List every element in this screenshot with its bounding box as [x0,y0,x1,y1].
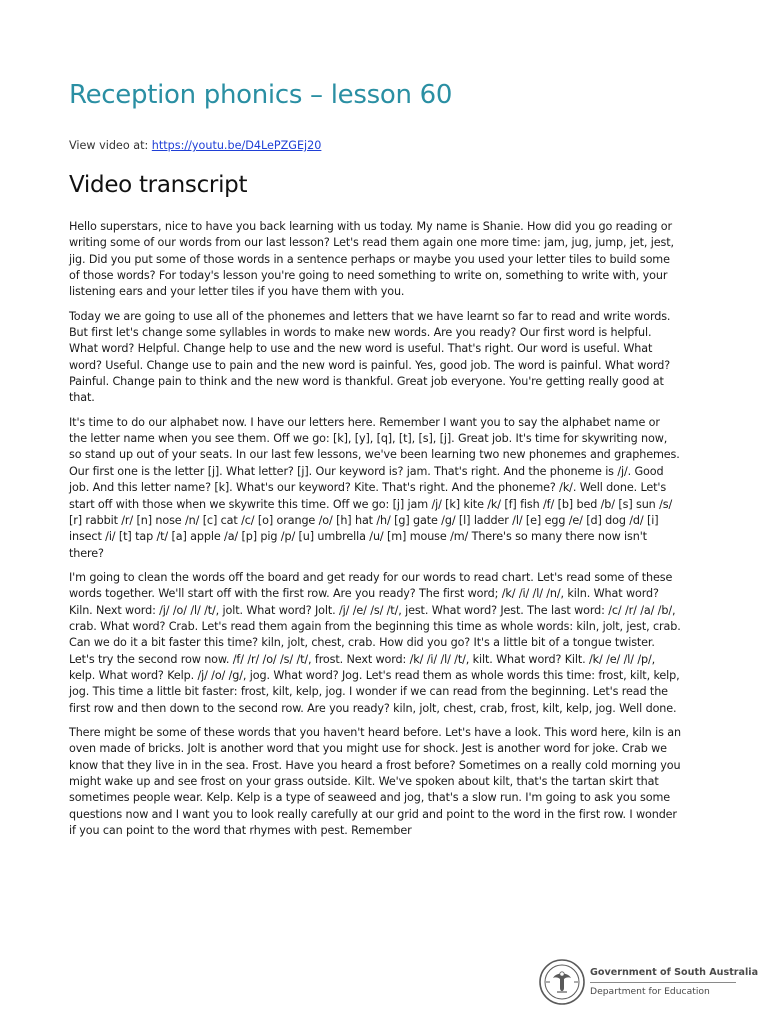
transcript-paragraph: There might be some of these words that you haven't heard before. Let's have a look. This word here, kiln is an oven made of bricks. Jolt is another word that you might use for shock. Jest is another word for joke. Crab we know that they live in in the sea. Frost. Have you heard a frost before? Sometimes on a really cold morning you might wake up and see frost on your grass outside. Kilt. We've spoken about kilt, that's the tartan skirt that sometimes people wear. Kelp. Kelp is a type of seaweed and jog, that's a slow run. I'm going to ask you some questions now and I want you to look really carefully at our grid and point to the word in the first row. I wonder if you can point to the word that rhymes with pest. Remember [69,725,681,838]
transcript-paragraph: It's time to do our alphabet now. I have our letters here. Remember I want you to say the alphabet name or the letter name when you see them. Off we go: [k], [y], [q], [t], [s], [j]. Great job. It's time for skywriting now, so stand up out of your seats. In our last few lessons, we've been learning two new phonemes and graphemes. Our first one is the letter [j]. What letter? [j]. Our keyword is? jam. That's right. And the phoneme is /j/. Good job. And this letter name? [k]. What's our keyword? Kite. That's right. And the phoneme? /k/. Well done. Let's start off with those when we skywrite this time. Off we go: [j] jam /j/ [k] kite /k/ [f] fish /f/ [b] bed /b/ [s] sun /s/ [r] rabbit /r/ [n] nose /n/ [c] cat /c/ [o] orange /o/ [h] hat /h/ [g] gate /g/ [l] ladder /l/ [e] egg /e/ [d] dog /d/ [i] insect /i/ [t] tap /t/ [a] apple /a/ [p] pig /p/ [u] umbrella /u/ [m] mouse /m/ There's so many there now isn't there? [69,415,680,560]
video-label: View video at: [69,139,152,152]
transcript-paragraph: I'm going to clean the words off the board and get ready for our words to read chart. Let's read some of these words together. We'll start off with the first row. Are you ready? The first word; /k/ /i/ /l/ /n/, kiln. What word? Kiln. Next word: /j/ /o/ /l/ /t/, jolt. What word? Jolt. /j/ /e/ /s/ /t/, jest. What word? Jest. The last word: /c/ /r/ /a/ /b/, crab. What word? Crab. Let's read them again from the beginning this time as whole words: kiln, jolt, jest, crab. Can we do it a bit faster this time? kiln, jolt, chest, crab. How did you go? It's a little bit of a tongue twister. Let's try the second row now. /f/ /r/ /o/ /s/ /t/, frost. Next word: /k/ /i/ /l/ /t/, kilt. What word? Kilt. /k/ /e/ /l/ /p/, kelp. What word? Kelp. /j/ /o/ /g/, jog. What word? Jog. Let's read them as whole words this time: frost, kilt, kelp, jog. This time a little bit faster: frost, kilt, kelp, jog. I wonder if we can read from the beginning. Let's read the first row and then down to the second row. Are you ready? kiln, jolt, chest, crab, frost, kilt, kelp, jog. Well done. [69,570,681,715]
video-link[interactable]: https://youtu.be/D4LePZGEj20 [151,139,322,152]
government-name: Government of South Australia [590,966,759,978]
department-name: Department for Education [590,985,710,997]
page-title: Reception phonics – lesson 60 [69,80,453,110]
video-link-line [69,139,321,152]
government-logo [538,958,758,1006]
transcript-body [69,219,681,847]
transcript-paragraph: Today we are going to use all of the phonemes and letters that we have learnt so far to read and write words. But first let's change some syllables in words to make new words. Are you ready? Our first word is helpful. What word? Helpful. Change help to use and the new word is useful. That's right. Our word is useful. What word? Useful. Change use to pain and the new word is painful. Yes, good job. The word is painful. What word? Painful. Change pain to think and the new word is thankful. Great job everyone. You're getting really good at that. [69,309,671,405]
government-text [590,967,758,998]
logo-divider [590,982,736,983]
crest-icon [538,958,586,1006]
section-heading: Video transcript [69,172,248,198]
transcript-paragraph: Hello superstars, nice to have you back learning with us today. My name is Shanie. How did you go reading or writing some of our words from our last lesson? Let's read them again one more time: jam, jug, jump, jet, jest, jig. Did you put some of those words in a sentence perhaps or maybe you used your letter tiles to build some of those words? For today's lesson you're going to need something to write on, something to write with, your listening ears and your letter tiles if you have them with you. [69,220,674,299]
